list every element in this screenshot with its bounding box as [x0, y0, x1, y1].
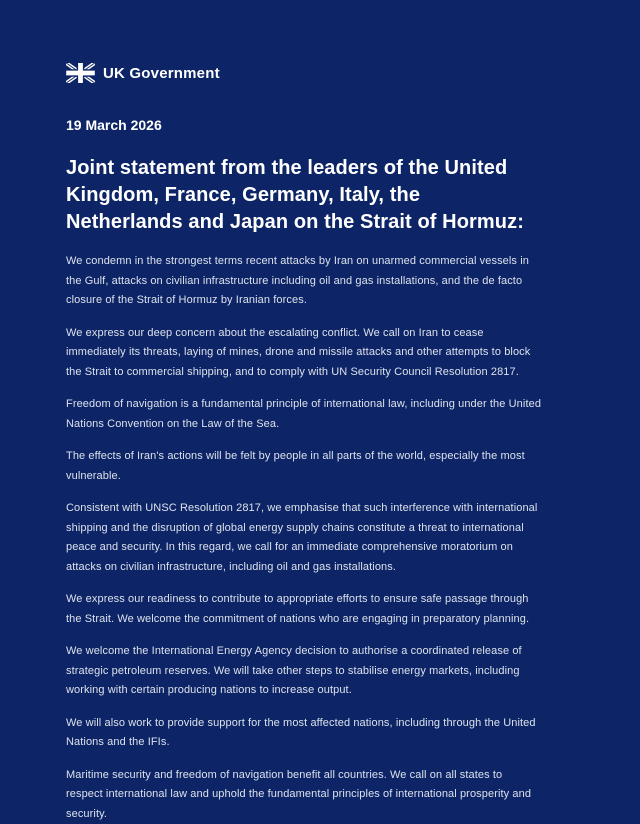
statement-paragraph: We express our readiness to contribute to appropriate efforts to ensure safe passage through the Strait. We welcome the commitment of nations who are engaging in preparatory planning. — [66, 590, 542, 629]
statement-paragraph: We welcome the International Energy Agency decision to authorise a coordinated release of strategic petroleum reserves. We will take other steps to stabilise energy markets, including working with certain producing nations to increase output. — [66, 642, 542, 701]
statement-paragraph: We will also work to provide support for the most affected nations, including through the United Nations and the IFIs. — [66, 714, 542, 753]
logo-text: UK Government — [103, 65, 220, 82]
statement-paragraph: Maritime security and freedom of navigation benefit all countries. We call on all states to respect international law and uphold the fundamental principles of international prosperity and security. — [66, 766, 542, 824]
statement-date: 19 March 2026 — [66, 117, 574, 133]
statement-paragraph: The effects of Iran's actions will be felt by people in all parts of the world, especially the most vulnerable. — [66, 447, 542, 486]
statement-body — [66, 252, 574, 824]
uk-government-logo — [66, 63, 574, 83]
union-jack-flag-icon — [66, 63, 95, 83]
statement-paragraph: Freedom of navigation is a fundamental principle of international law, including under the United Nations Convention on the Law of the Sea. — [66, 395, 542, 434]
statement-paragraph: We express our deep concern about the escalating conflict. We call on Iran to cease immediately its threats, laying of mines, drone and missile attacks and other attempts to block the Strait to commercial shipping, and to comply with UN Security Council Resolution 2817. — [66, 324, 542, 383]
statement-title: Joint statement from the leaders of the United Kingdom, France, Germany, Italy, the Netherlands and Japan on the Strait of Hormuz: — [66, 155, 540, 236]
statement-paragraph: We condemn in the strongest terms recent attacks by Iran on unarmed commercial vessels in the Gulf, attacks on civilian infrastructure including oil and gas installations, and the de facto closure of the Strait of Hormuz by Iranian forces. — [66, 252, 542, 311]
statement-paragraph: Consistent with UNSC Resolution 2817, we emphasise that such interference with international shipping and the disruption of global energy supply chains constitute a threat to international peace and security. In this regard, we call for an immediate comprehensive moratorium on attacks on civilian infrastructure, including oil and gas installations. — [66, 499, 542, 577]
